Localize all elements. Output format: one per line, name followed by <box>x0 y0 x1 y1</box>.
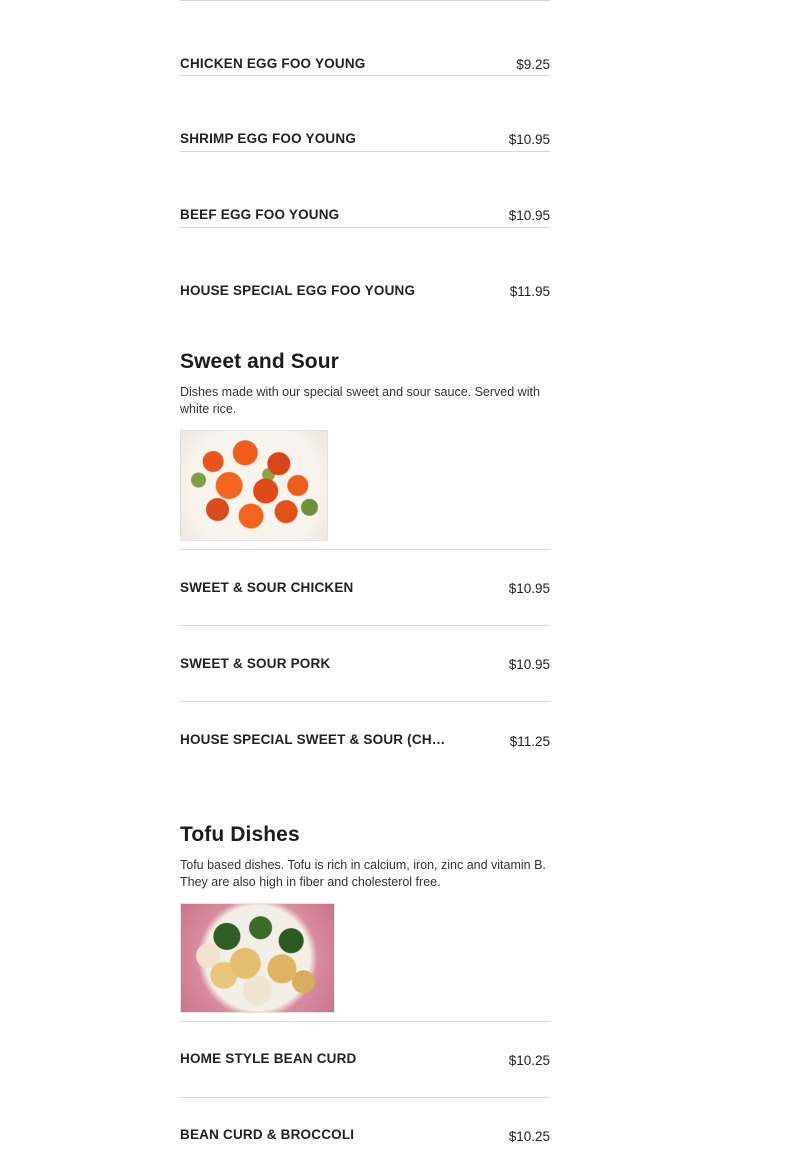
menu-item[interactable] <box>180 228 550 304</box>
section-title: Sweet and Sour <box>180 350 339 373</box>
item-price: $10.95 <box>508 581 550 596</box>
item-price: $11.25 <box>509 734 550 749</box>
item-name: SHRIMP EGG FOO YOUNG <box>180 131 357 146</box>
section-description: Tofu based dishes. Tofu is rich in calcium, iron, zinc and vitamin B. They are also high in fiber and cholesterol free. <box>180 858 546 889</box>
tofu-dishes-photo[interactable] <box>180 903 335 1013</box>
menu-item[interactable] <box>180 76 550 152</box>
item-price: $10.95 <box>508 132 550 147</box>
item-price: $11.95 <box>509 284 550 299</box>
item-price: $10.95 <box>508 208 550 223</box>
menu-item[interactable] <box>180 1098 550 1173</box>
section-tofu-dishes <box>180 823 550 1022</box>
item-name: SWEET & SOUR CHICKEN <box>180 580 354 595</box>
menu-item[interactable] <box>180 1022 550 1098</box>
sweet-and-sour-photo[interactable] <box>180 430 328 541</box>
item-price: $10.25 <box>508 1129 550 1144</box>
section-title: Tofu Dishes <box>180 823 300 846</box>
section-description: Dishes made with our special sweet and sour sauce. Served with white rice. <box>180 385 540 416</box>
item-price: $9.25 <box>516 57 550 72</box>
menu-item[interactable] <box>180 550 550 626</box>
item-name: BEEF EGG FOO YOUNG <box>180 207 340 222</box>
item-price: $10.95 <box>508 657 550 672</box>
menu-item[interactable] <box>180 702 550 777</box>
item-price: $10.25 <box>508 1053 550 1068</box>
section-sweet-and-sour <box>180 350 550 550</box>
item-name: BEAN CURD & BROCCOLI <box>180 1127 355 1142</box>
menu-item[interactable] <box>180 152 550 228</box>
item-name: HOME STYLE BEAN CURD <box>180 1051 357 1066</box>
item-name: SWEET & SOUR PORK <box>180 656 331 671</box>
item-name: CHICKEN EGG FOO YOUNG <box>180 56 366 71</box>
menu-item[interactable] <box>180 0 550 76</box>
item-name: HOUSE SPECIAL EGG FOO YOUNG <box>180 283 416 298</box>
item-name: HOUSE SPECIAL SWEET & SOUR (CH… <box>180 732 446 747</box>
menu-column <box>180 0 550 1173</box>
menu-item[interactable] <box>180 626 550 702</box>
